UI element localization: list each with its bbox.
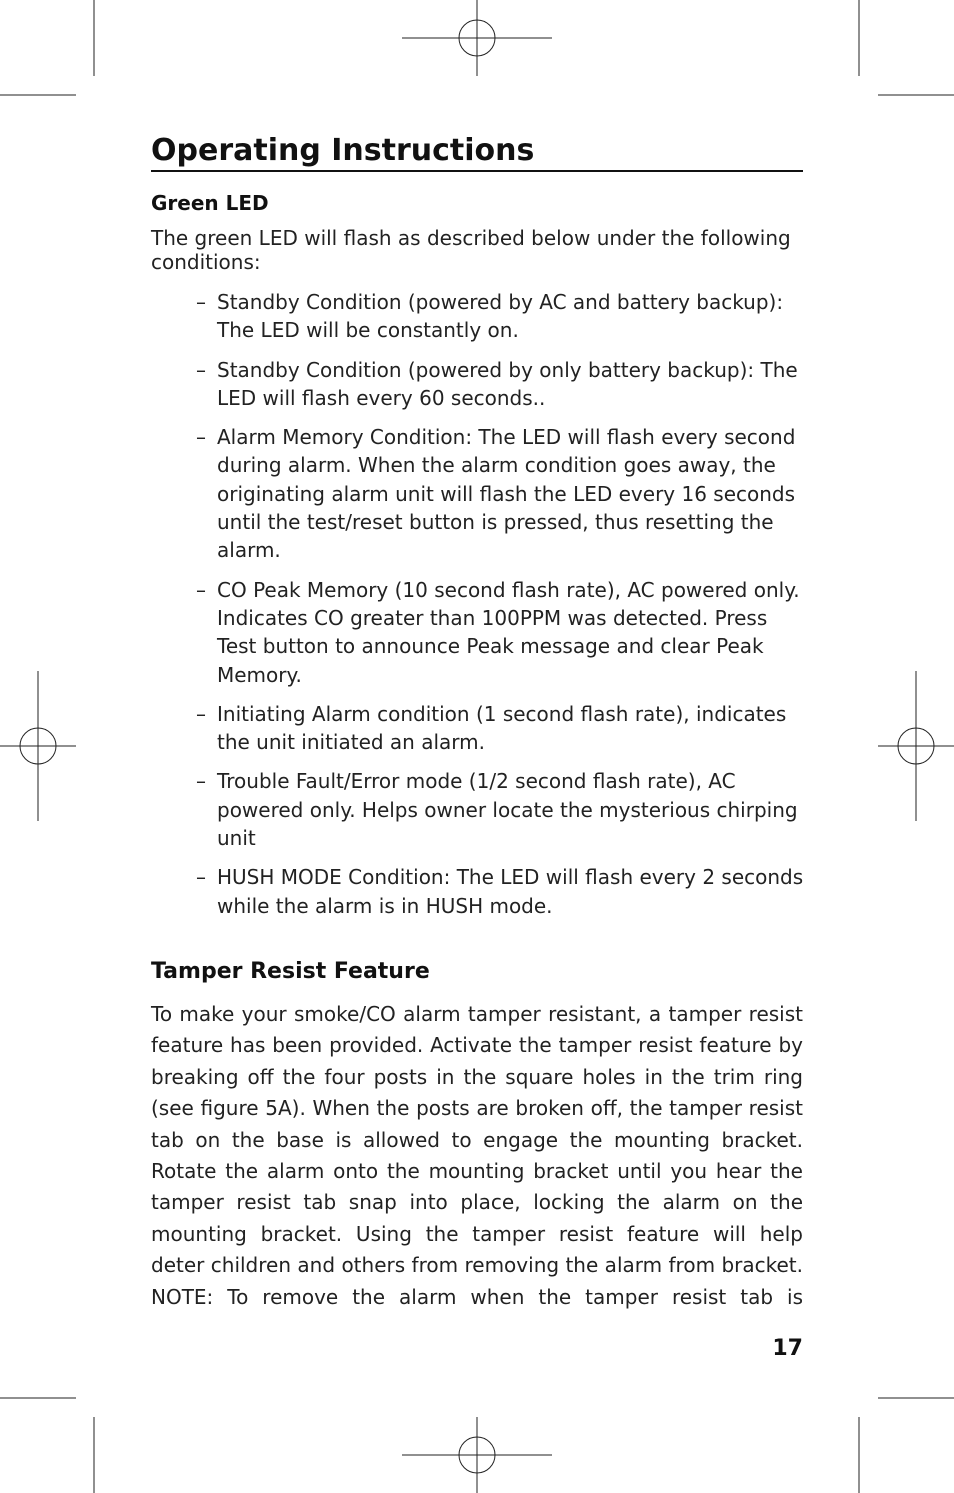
registration-target-right <box>878 671 954 821</box>
list-item <box>196 288 806 345</box>
registration-target-top <box>402 0 552 76</box>
list-item-text: Standby Condition (powered by AC and battery backup): The LED will be constantly on. <box>217 290 784 343</box>
list-item <box>196 700 806 757</box>
registration-target-left <box>0 671 76 821</box>
tamper-resist-paragraph: To make your smoke/CO alarm tamper resistant, a tamper resist feature has been provided. Activate the tamper resist feature by breaking off the four posts in the square holes in the trim ring (see figure 5A). When the posts are broken off, the tamper resist tab on the base is allowed to engage the mounting bracket. Rotate the alarm onto the mounting bracket until you hear the tamper resist tab snap into place, locking the alarm on the mounting bracket. Using the tamper resist feature will help deter children and others from removing the alarm from bracket. NOTE: To remove the alarm when the tamper resist tab is <box>151 1002 803 1309</box>
registration-target-bottom <box>402 1417 552 1493</box>
list-item <box>196 356 806 413</box>
dash-bullet: – <box>196 290 206 314</box>
list-item-text: CO Peak Memory (10 second flash rate), AC powered only. Indicates CO greater than 100PPM was detected. Press Test button to announce Peak message and clear Peak Memory. <box>217 577 800 687</box>
green-led-heading: Green LED <box>151 191 269 215</box>
led-condition-list <box>196 288 806 931</box>
tamper-resist-heading: Tamper Resist Feature <box>151 959 430 984</box>
list-item-text: Trouble Fault/Error mode (1/2 second flash rate), AC powered only. Helps owner locate the mysterious chirping unit <box>217 769 798 851</box>
green-led-intro: The green LED will flash as described below under the following conditions: <box>151 226 791 274</box>
dash-bullet: – <box>196 769 206 794</box>
list-item-text: Standby Condition (powered by only battery backup): The LED will flash every 60 seconds.. <box>217 357 798 410</box>
list-item-text: HUSH MODE Condition: The LED will flash every 2 seconds while the alarm is in HUSH mode. <box>217 865 804 918</box>
dash-bullet: – <box>196 577 206 602</box>
page-title: Operating Instructions <box>151 132 803 172</box>
list-item-text: Initiating Alarm condition (1 second flash rate), indicates the unit initiated an alarm. <box>217 701 787 755</box>
dash-bullet: – <box>196 425 206 450</box>
dash-bullet: – <box>196 865 206 890</box>
list-item <box>196 767 806 852</box>
list-item <box>196 423 806 564</box>
page-number: 17 <box>772 1336 803 1361</box>
list-item <box>196 576 806 689</box>
list-item-text: Alarm Memory Condition: The LED will flash every second during alarm. When the alarm condition goes away, the originating alarm unit will flash the LED every 16 seconds until the test/reset button is pressed, thus resetting the alarm. <box>217 425 796 563</box>
dash-bullet: – <box>196 357 206 382</box>
dash-bullet: – <box>196 701 206 726</box>
list-item <box>196 863 806 920</box>
